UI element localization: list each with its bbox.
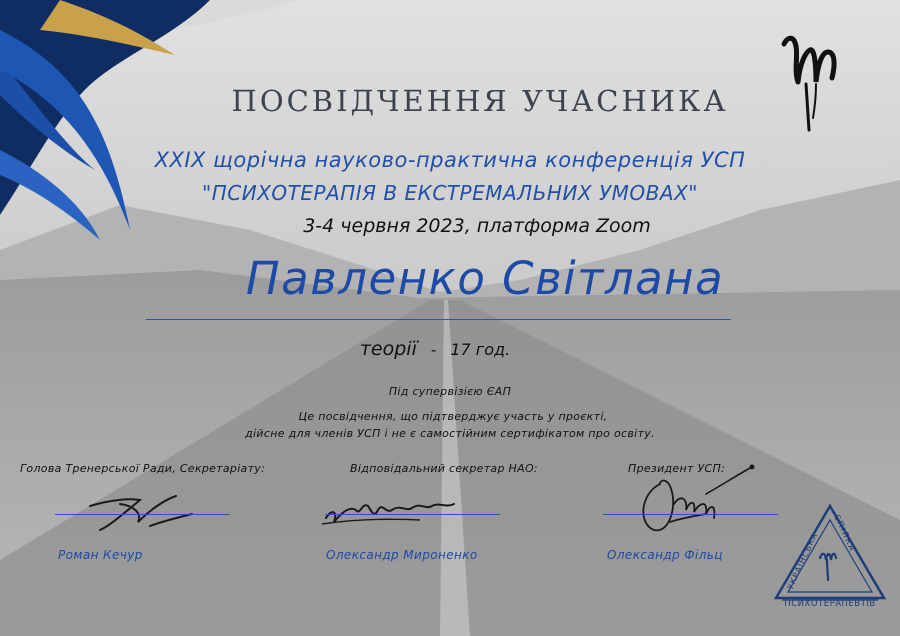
signature-2 <box>320 488 470 530</box>
conference-line: XXIX щорічна науково-практична конференція УСП <box>154 148 746 172</box>
signatory-name-3: Олександр Фільц <box>607 548 723 562</box>
hours-separator: - <box>430 341 437 359</box>
signature-1 <box>80 486 200 534</box>
signatory-name-2: Олександр Мироненко <box>326 548 478 562</box>
certificate-title: ПОСВІДЧЕННЯ УЧАСНИКА <box>231 84 729 118</box>
signatory-role-3: Президент УСП: <box>628 462 726 475</box>
stamp <box>772 502 888 606</box>
stamp-logo-icon <box>820 554 836 580</box>
svg-text:УКРАЇНСЬКА <box>786 531 820 591</box>
conference-theme: "ПСИХОТЕРАПІЯ В ЕКСТРЕМАЛЬНИХ УМОВАХ" <box>202 181 698 205</box>
hours-value: 17 год. <box>450 340 511 359</box>
name-underline <box>146 319 731 320</box>
svg-text:СПІЛКА: СПІЛКА <box>832 513 858 554</box>
stamp-text-bottom: ПСИХОТЕРАПЕВТІВ <box>784 599 876 606</box>
validity-note-1: Це посвідчення, що підтверджує участь у проєкті, <box>298 410 608 423</box>
conference-dates: 3-4 червня 2023, платформа Zoom <box>303 215 651 237</box>
hours-line <box>0 338 870 360</box>
stamp-text-top: УКРАЇНСЬКА <box>785 531 820 591</box>
signature-line-2 <box>325 514 500 515</box>
signature-3 <box>630 464 760 544</box>
signature-line-1 <box>55 514 230 515</box>
signatory-role-2: Відповідальний секретар НАО: <box>350 462 538 475</box>
participant-name: Павленко Світлана <box>245 252 725 305</box>
signatory-role-1: Голова Тренерської Ради, Секретаріату: <box>20 462 266 475</box>
signature-line-3 <box>603 514 778 515</box>
hours-label: теорії <box>359 338 417 360</box>
validity-note-2: дійсне для членів УСП і не є самостійним сертифікатом про освіту. <box>245 427 655 440</box>
supervision-note: Під супервізією ЄАП <box>388 385 512 398</box>
signatory-name-1: Роман Кечур <box>58 548 143 562</box>
